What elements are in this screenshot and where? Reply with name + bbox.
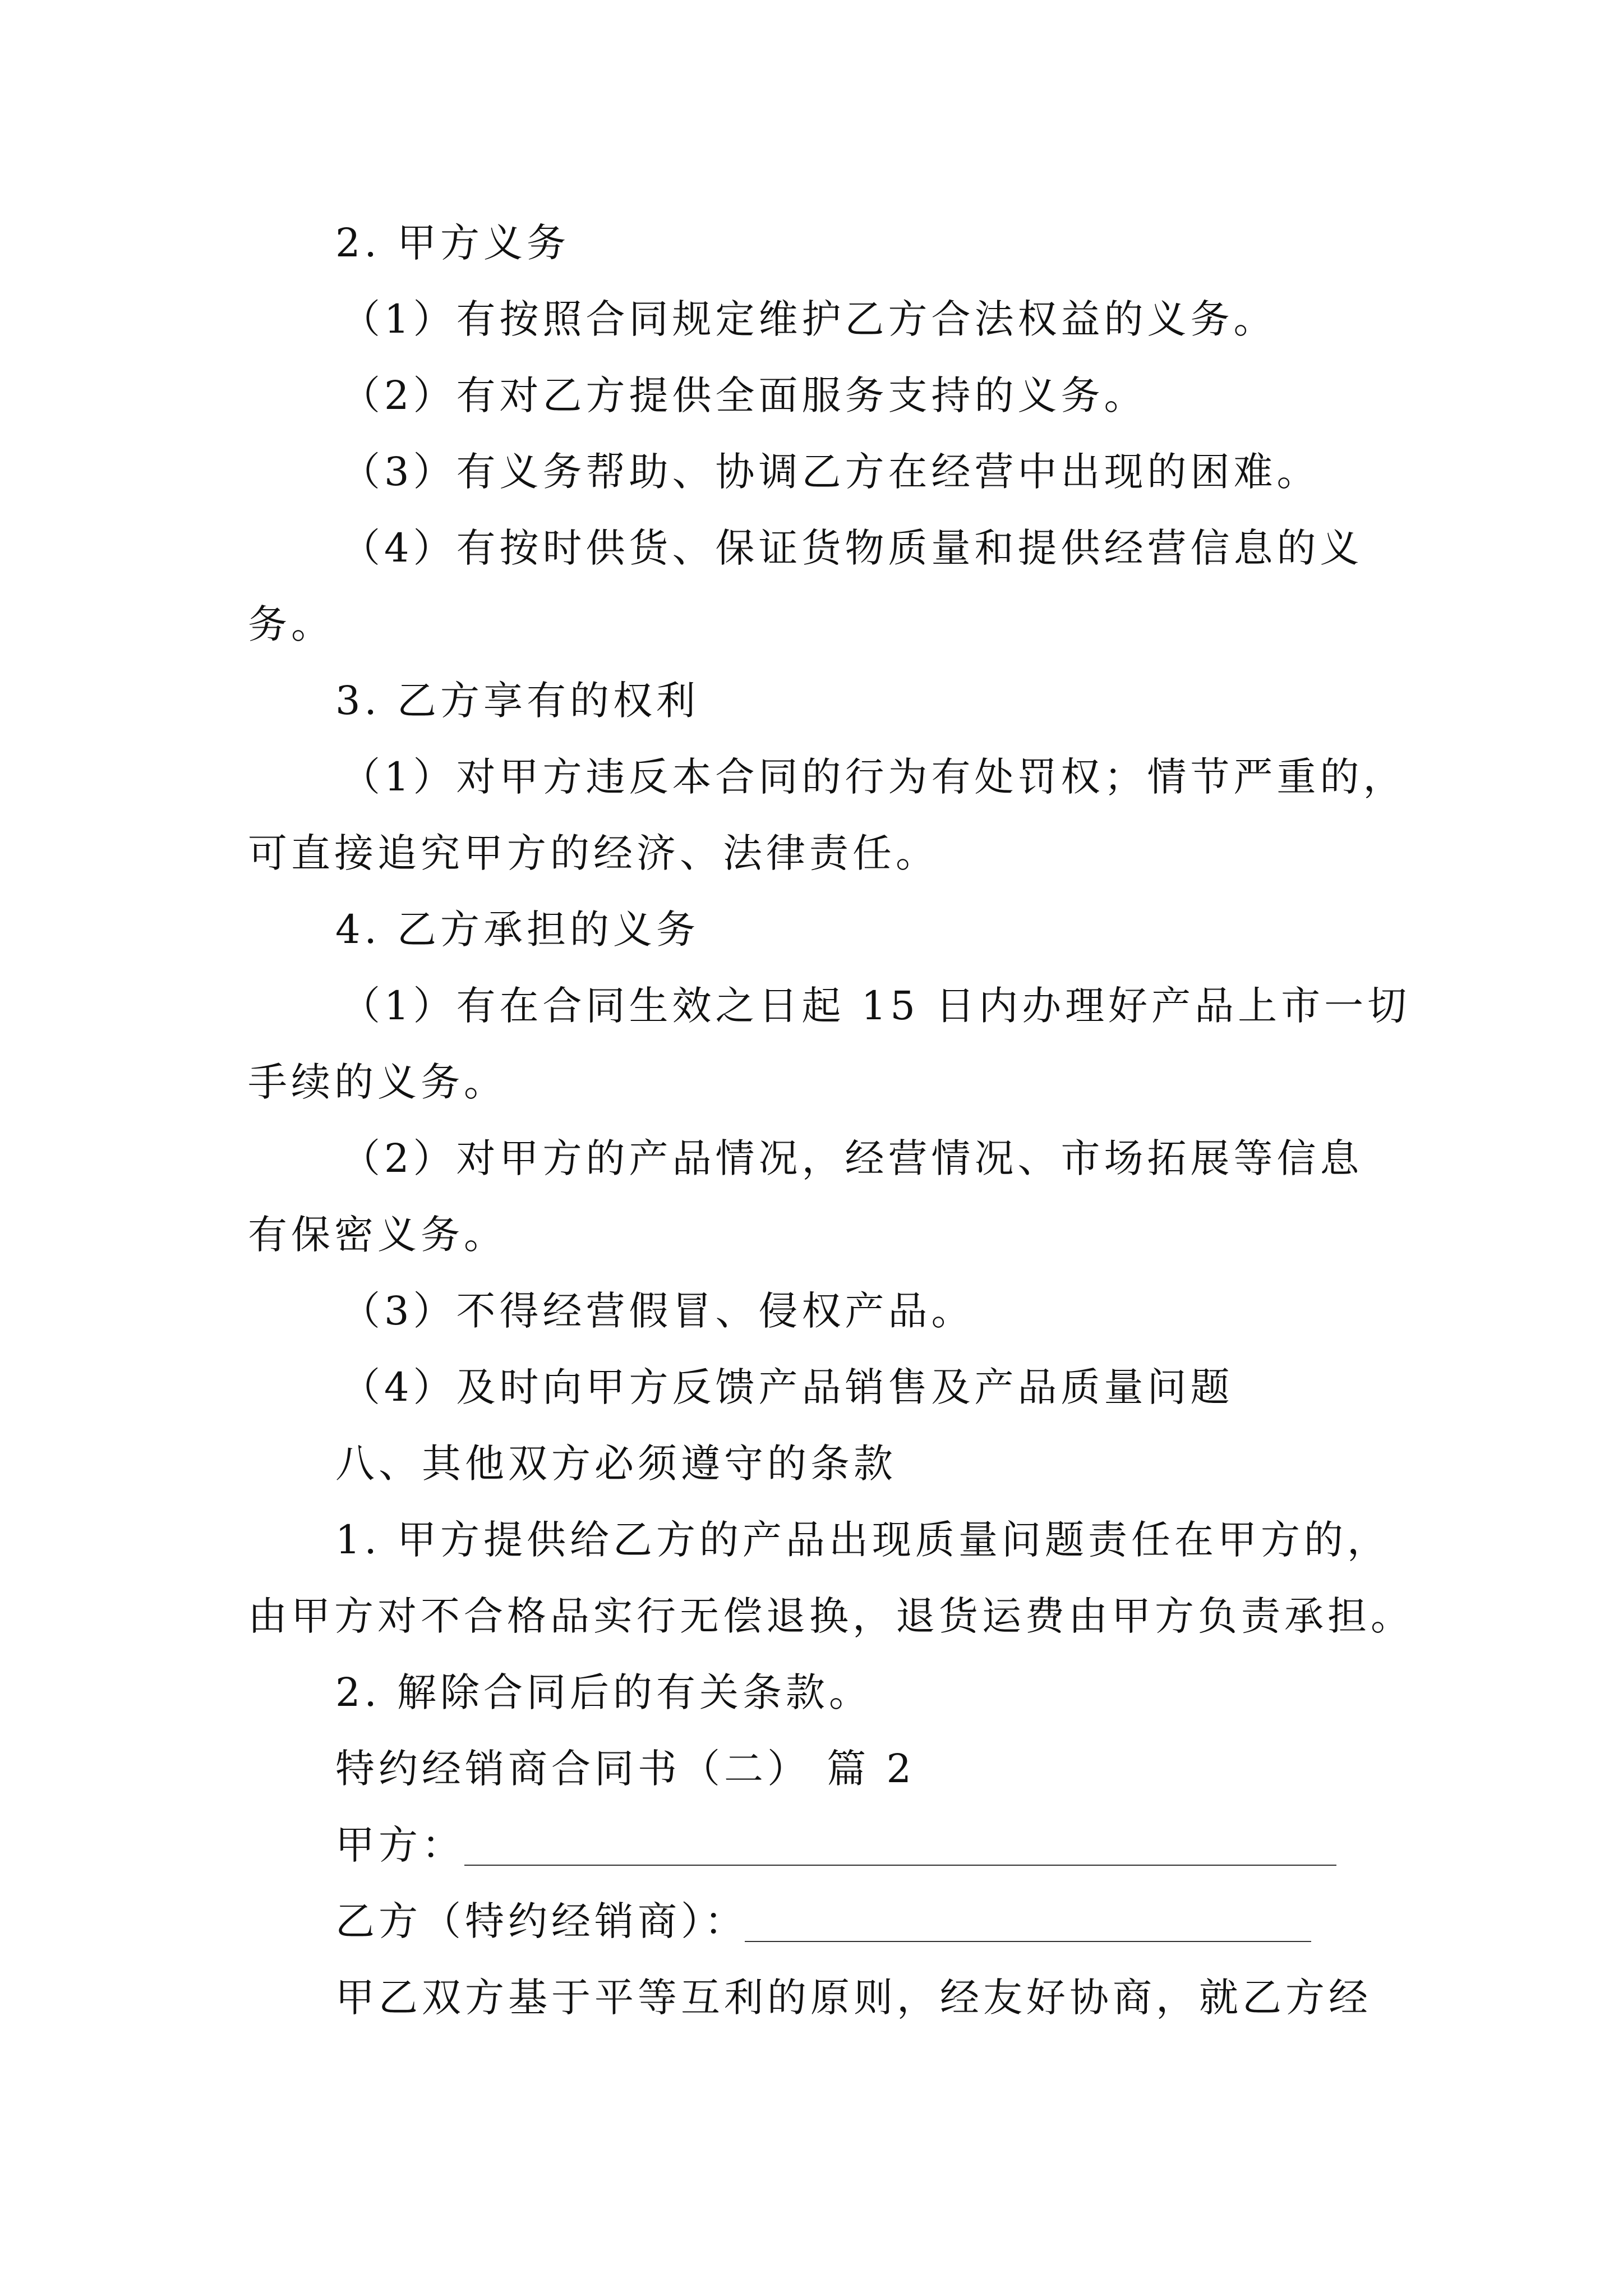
section-heading-party-b-rights: 3. 乙方享有的权利 — [335, 678, 700, 724]
party-b-label: 乙方（特约经销商）： — [335, 1898, 748, 1944]
clause-line-continued: 由甲方对不合格品实行无偿退换，退货运费由甲方负责承担。 — [248, 1593, 1414, 1639]
contract-title: 特约经销商合同书（二） 篇 2 — [335, 1746, 916, 1792]
paragraph-line: 甲乙双方基于平等互利的原则，经友好协商，就乙方经 — [335, 1975, 1372, 2021]
clause-line: （2）对甲方的产品情况，经营情况、市场拓展等信息 — [341, 1135, 1363, 1181]
section-heading-party-a-obligations: 2. 甲方义务 — [335, 220, 570, 266]
clause-line: （2）有对乙方提供全面服务支持的义务。 — [341, 372, 1147, 418]
party-b-blank-line — [745, 1941, 1311, 1942]
section-heading-party-b-obligations: 4. 乙方承担的义务 — [335, 907, 700, 953]
party-a-blank-line — [464, 1865, 1336, 1866]
clause-line: 1. 甲方提供给乙方的产品出现质量问题责任在甲方的， — [335, 1517, 1391, 1563]
section-heading-other-terms: 八、其他双方必须遵守的条款 — [335, 1441, 897, 1487]
clause-line: （3）不得经营假冒、侵权产品。 — [341, 1288, 975, 1334]
clause-line: （1）有在合同生效之日起 15 日内办理好产品上市一切 — [341, 983, 1411, 1029]
clause-line: （1）有按照合同规定维护乙方合法权益的义务。 — [341, 296, 1277, 342]
clause-line: 2. 解除合同后的有关条款。 — [335, 1669, 873, 1715]
clause-line-continued: 务。 — [248, 601, 334, 647]
clause-line: （4）有按时供货、保证货物质量和提供经营信息的义 — [341, 525, 1363, 571]
clause-line: （1）对甲方违反本合同的行为有处罚权；情节严重的， — [341, 754, 1407, 800]
clause-line: （3）有义务帮助、协调乙方在经营中出现的困难。 — [341, 449, 1320, 495]
clause-line-continued: 手续的义务。 — [248, 1059, 507, 1105]
clause-line-continued: 有保密义务。 — [248, 1212, 507, 1258]
party-a-label: 甲方： — [335, 1822, 465, 1868]
clause-line-continued: 可直接追究甲方的经济、法律责任。 — [248, 830, 939, 876]
clause-line: （4）及时向甲方反馈产品销售及产品质量问题 — [341, 1364, 1234, 1410]
